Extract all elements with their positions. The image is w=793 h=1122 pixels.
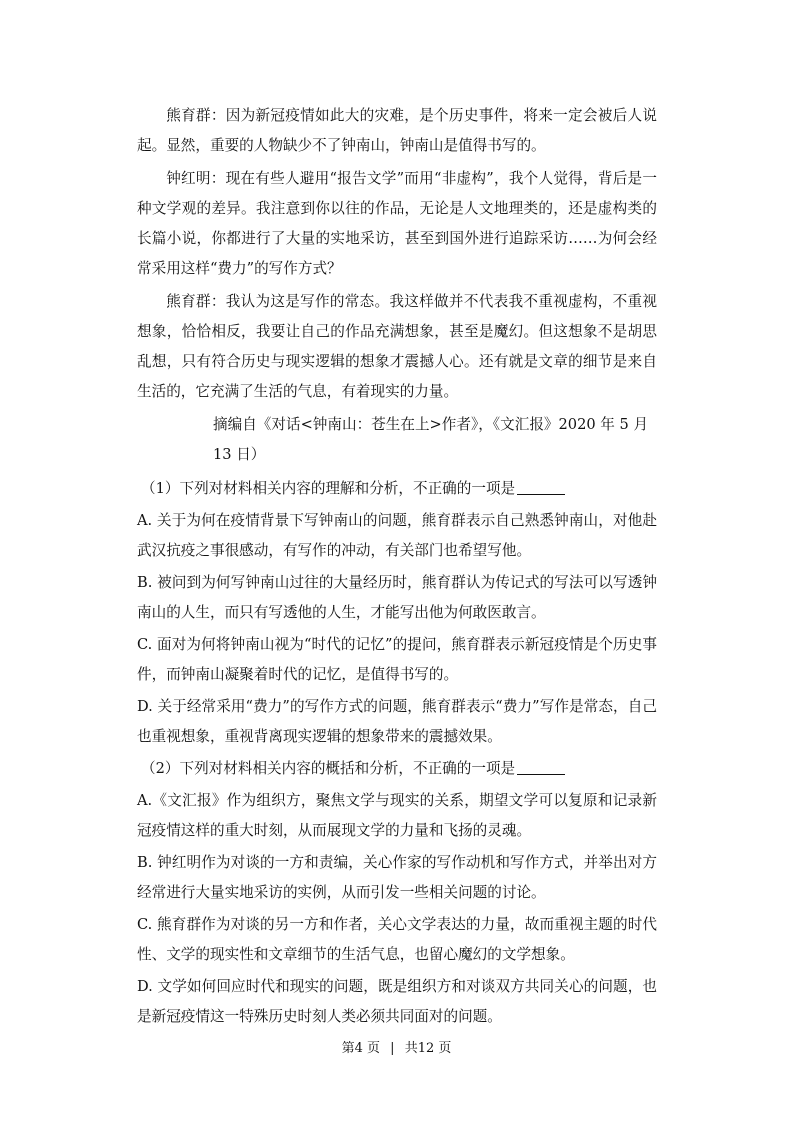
question-stem-text: （2）下列对材料相关内容的概括和分析，不正确的一项是 <box>141 760 516 777</box>
question-2 <box>137 754 657 1032</box>
question-stem <box>137 754 657 784</box>
paragraph-2: 钟红明：现在有些人避用“报告文学”而用“非虚构”，我个人觉得，背后是一种文学观的差异。我注意到你以往的作品，无论是人文地理类的，还是虚构类的长篇小说，你都进行了大量的实地采访，甚至到国外进行追踪采访……为何会经常采用这样“费力”的写作方式？ <box>137 170 657 277</box>
paragraph-1: 熊育群：因为新冠疫情如此大的灾难，是个历史事件，将来一定会被后人说起。显然，重要的人物缺少不了钟南山，钟南山是值得书写的。 <box>137 107 657 154</box>
page-footer <box>0 1037 793 1056</box>
option-b: B. 被问到为何写钟南山过往的大量经历时，熊育群认为传记式的写法可以写透钟南山的人生，而只有写透他的人生，才能写出他为何敢医敢言。 <box>137 574 657 621</box>
page-number-total: 共12 页 <box>404 1041 452 1056</box>
answer-blank[interactable] <box>517 758 565 775</box>
source-citation: 摘编自《对话<钟南山：苍生在上>作者》，《文汇报》2020 年 5 月 13 日） <box>213 416 649 463</box>
option-c: C. 面对为何将钟南山视为“时代的记忆”的提问，熊育群表示新冠疫情是个历史事件，而钟南山凝聚着时代的记忆，是值得书写的。 <box>137 636 657 683</box>
option-d: D. 文学如何回应时代和现实的问题，既是组织方和对谈双方共同关心的问题，也是新冠疫情这一特殊历史时刻人类必须共同面对的问题。 <box>137 978 657 1025</box>
option-a: A. 关于为何在疫情背景下写钟南山的问题，熊育群表示自己熟悉钟南山，对他赴武汉抗疫之事很感动，有写作的冲动，有关部门也希望写他。 <box>137 512 657 559</box>
document-body <box>137 101 657 1034</box>
option-a: A.《文汇报》作为组织方，聚焦文学与现实的关系，期望文学可以复原和记录新冠疫情这样的重大时刻，从而展现文学的力量和飞扬的灵魂。 <box>137 792 657 839</box>
question-stem <box>137 474 657 504</box>
answer-blank[interactable] <box>517 478 565 495</box>
question-1 <box>137 474 657 752</box>
option-c: C. 熊育群作为对谈的另一方和作者，关心文学表达的力量，故而重视主题的时代性、文学的现实性和文章细节的生活气息，也留心魔幻的文学想象。 <box>137 916 657 963</box>
paragraph-3: 熊育群：我认为这是写作的常态。我这样做并不代表我不重视虚构，不重视想象，恰恰相反，我要让自己的作品充满想象，甚至是魔幻。但这想象不是胡思乱想，只有符合历史与现实逻辑的想象才震撼人心。还有就是文章的细节是来自生活的，它充满了生活的气息，有着现实的力量。 <box>137 293 657 400</box>
option-b: B. 钟红明作为对谈的一方和责编，关心作家的写作动机和写作方式，并举出对方经常进行大量实地采访的实例，从而引发一些相关问题的讨论。 <box>137 854 657 901</box>
page-number-current: 第4 页 <box>341 1041 381 1056</box>
footer-separator: | <box>390 1041 395 1056</box>
option-d: D. 关于经常采用“费力”的写作方式的问题，熊育群表示“费力”写作是常态，自己也重视想象，重视背离现实逻辑的想象带来的震撼效果。 <box>137 698 657 745</box>
question-stem-text: （1）下列对材料相关内容的理解和分析，不正确的一项是 <box>141 480 516 497</box>
